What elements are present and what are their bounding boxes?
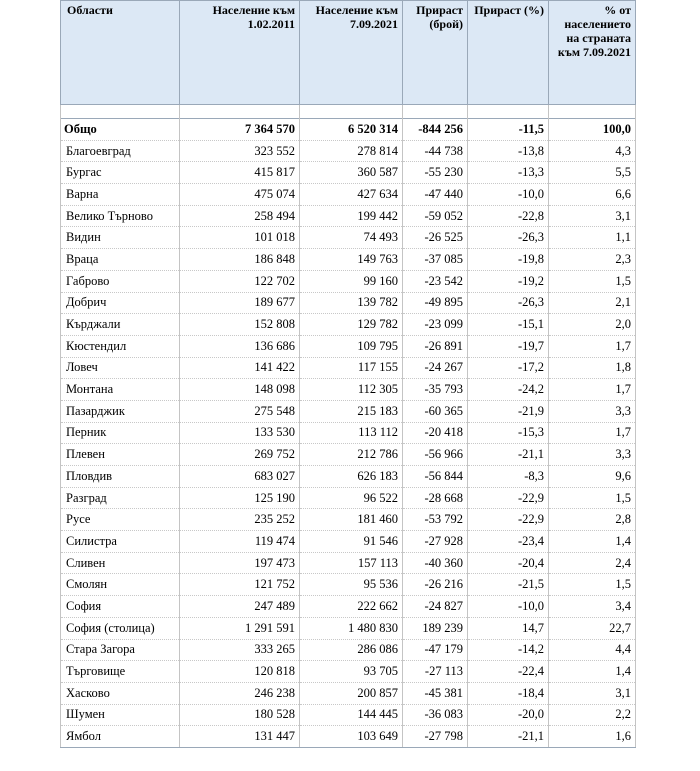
- region-name: Благоевград: [61, 140, 180, 162]
- spacer-row: [61, 105, 636, 119]
- growth-count: -49 895: [403, 292, 468, 314]
- region-name: София: [61, 596, 180, 618]
- header-row: [61, 1, 636, 105]
- population-2021: 103 649: [300, 726, 403, 748]
- population-2011: 131 447: [180, 726, 300, 748]
- share-of-country: 1,4: [549, 661, 636, 683]
- growth-percent: -18,4: [468, 682, 549, 704]
- table-row: [61, 487, 636, 509]
- population-2021: 144 445: [300, 704, 403, 726]
- header-growth-count: Прираст (брой): [403, 1, 468, 105]
- population-2011: 258 494: [180, 205, 300, 227]
- population-2011: 148 098: [180, 379, 300, 401]
- growth-count: -47 179: [403, 639, 468, 661]
- growth-percent: -8,3: [468, 466, 549, 488]
- table-row: [61, 140, 636, 162]
- total-growth-count: -844 256: [403, 119, 468, 141]
- region-name: Плевен: [61, 444, 180, 466]
- population-2011: 275 548: [180, 400, 300, 422]
- population-2011: 133 530: [180, 422, 300, 444]
- share-of-country: 2,8: [549, 509, 636, 531]
- table-row: [61, 639, 636, 661]
- region-name: Враца: [61, 249, 180, 271]
- population-2021: 96 522: [300, 487, 403, 509]
- growth-percent: -21,1: [468, 444, 549, 466]
- header-region: Области: [61, 1, 180, 105]
- total-share: 100,0: [549, 119, 636, 141]
- population-2011: 152 808: [180, 314, 300, 336]
- growth-percent: -14,2: [468, 639, 549, 661]
- growth-percent: -24,2: [468, 379, 549, 401]
- population-2011: 189 677: [180, 292, 300, 314]
- share-of-country: 3,1: [549, 682, 636, 704]
- header-growth-percent: Прираст (%): [468, 1, 549, 105]
- population-2011: 120 818: [180, 661, 300, 683]
- growth-count: -40 360: [403, 552, 468, 574]
- growth-percent: -26,3: [468, 292, 549, 314]
- table-row: [61, 379, 636, 401]
- share-of-country: 1,7: [549, 422, 636, 444]
- growth-percent: -21,5: [468, 574, 549, 596]
- growth-count: -44 738: [403, 140, 468, 162]
- growth-count: -28 668: [403, 487, 468, 509]
- growth-count: -59 052: [403, 205, 468, 227]
- population-2021: 129 782: [300, 314, 403, 336]
- share-of-country: 2,4: [549, 552, 636, 574]
- population-2011: 1 291 591: [180, 617, 300, 639]
- region-name: Русе: [61, 509, 180, 531]
- growth-percent: -22,4: [468, 661, 549, 683]
- growth-percent: -20,0: [468, 704, 549, 726]
- table-header: [61, 1, 636, 105]
- table-row: [61, 270, 636, 292]
- header-population-2011: Население към 1.02.2011: [180, 1, 300, 105]
- growth-percent: -13,3: [468, 162, 549, 184]
- growth-percent: -17,2: [468, 357, 549, 379]
- population-2021: 74 493: [300, 227, 403, 249]
- population-2011: 197 473: [180, 552, 300, 574]
- table-row: [61, 466, 636, 488]
- population-2011: 323 552: [180, 140, 300, 162]
- header-share-of-country: % от населението на страната към 7.09.2021: [549, 1, 636, 105]
- growth-percent: -15,3: [468, 422, 549, 444]
- region-name: Добрич: [61, 292, 180, 314]
- population-2021: 199 442: [300, 205, 403, 227]
- table-row: [61, 704, 636, 726]
- growth-count: -26 891: [403, 335, 468, 357]
- share-of-country: 1,5: [549, 487, 636, 509]
- table-row: [61, 357, 636, 379]
- population-2021: 117 155: [300, 357, 403, 379]
- share-of-country: 1,4: [549, 531, 636, 553]
- share-of-country: 2,1: [549, 292, 636, 314]
- growth-percent: -22,8: [468, 205, 549, 227]
- region-name: Търговище: [61, 661, 180, 683]
- population-2011: 125 190: [180, 487, 300, 509]
- population-2021: 91 546: [300, 531, 403, 553]
- population-2021: 286 086: [300, 639, 403, 661]
- growth-count: -36 083: [403, 704, 468, 726]
- total-population-2021: 6 520 314: [300, 119, 403, 141]
- growth-count: -23 099: [403, 314, 468, 336]
- growth-count: 189 239: [403, 617, 468, 639]
- table-row: [61, 596, 636, 618]
- region-name: Бургас: [61, 162, 180, 184]
- population-2021: 99 160: [300, 270, 403, 292]
- growth-percent: -21,9: [468, 400, 549, 422]
- region-name: Сливен: [61, 552, 180, 574]
- population-2021: 200 857: [300, 682, 403, 704]
- region-name: Ямбол: [61, 726, 180, 748]
- total-row: [61, 119, 636, 141]
- share-of-country: 1,7: [549, 379, 636, 401]
- population-2011: 246 238: [180, 682, 300, 704]
- share-of-country: 1,8: [549, 357, 636, 379]
- population-2011: 683 027: [180, 466, 300, 488]
- share-of-country: 3,1: [549, 205, 636, 227]
- population-2021: 427 634: [300, 184, 403, 206]
- growth-count: -27 798: [403, 726, 468, 748]
- population-2011: 119 474: [180, 531, 300, 553]
- share-of-country: 1,5: [549, 574, 636, 596]
- growth-percent: -19,2: [468, 270, 549, 292]
- table-row: [61, 661, 636, 683]
- share-of-country: 2,2: [549, 704, 636, 726]
- population-2021: 181 460: [300, 509, 403, 531]
- population-2011: 415 817: [180, 162, 300, 184]
- table-row: [61, 292, 636, 314]
- population-2011: 180 528: [180, 704, 300, 726]
- population-2011: 136 686: [180, 335, 300, 357]
- table-row: [61, 314, 636, 336]
- growth-count: -27 113: [403, 661, 468, 683]
- share-of-country: 4,3: [549, 140, 636, 162]
- population-2021: 113 112: [300, 422, 403, 444]
- region-name: Варна: [61, 184, 180, 206]
- share-of-country: 3,3: [549, 400, 636, 422]
- table-row: [61, 617, 636, 639]
- share-of-country: 5,5: [549, 162, 636, 184]
- growth-count: -23 542: [403, 270, 468, 292]
- population-2011: 186 848: [180, 249, 300, 271]
- table-row: [61, 574, 636, 596]
- growth-percent: -22,9: [468, 509, 549, 531]
- table-row: [61, 444, 636, 466]
- growth-count: -60 365: [403, 400, 468, 422]
- population-2011: 122 702: [180, 270, 300, 292]
- region-name: Перник: [61, 422, 180, 444]
- growth-percent: -13,8: [468, 140, 549, 162]
- growth-count: -45 381: [403, 682, 468, 704]
- table-row: [61, 227, 636, 249]
- total-growth-percent: -11,5: [468, 119, 549, 141]
- population-table: [60, 0, 636, 748]
- population-2011: 333 265: [180, 639, 300, 661]
- growth-percent: -19,7: [468, 335, 549, 357]
- growth-percent: -15,1: [468, 314, 549, 336]
- growth-count: -27 928: [403, 531, 468, 553]
- population-2021: 139 782: [300, 292, 403, 314]
- region-name: Монтана: [61, 379, 180, 401]
- population-2021: 222 662: [300, 596, 403, 618]
- population-2021: 278 814: [300, 140, 403, 162]
- region-name: Стара Загора: [61, 639, 180, 661]
- table-row: [61, 205, 636, 227]
- region-name: Велико Търново: [61, 205, 180, 227]
- table-row: [61, 509, 636, 531]
- region-name: Габрово: [61, 270, 180, 292]
- region-name: Пловдив: [61, 466, 180, 488]
- table-row: [61, 552, 636, 574]
- population-2011: 269 752: [180, 444, 300, 466]
- table-row: [61, 422, 636, 444]
- growth-count: -37 085: [403, 249, 468, 271]
- growth-percent: 14,7: [468, 617, 549, 639]
- table-row: [61, 531, 636, 553]
- population-2011: 101 018: [180, 227, 300, 249]
- population-2021: 215 183: [300, 400, 403, 422]
- region-name: Разград: [61, 487, 180, 509]
- growth-percent: -19,8: [468, 249, 549, 271]
- population-2011: 141 422: [180, 357, 300, 379]
- region-name: Хасково: [61, 682, 180, 704]
- population-2021: 93 705: [300, 661, 403, 683]
- growth-count: -35 793: [403, 379, 468, 401]
- table-row: [61, 249, 636, 271]
- total-population-2011: 7 364 570: [180, 119, 300, 141]
- region-name: Кърджали: [61, 314, 180, 336]
- population-2021: 109 795: [300, 335, 403, 357]
- region-name: Шумен: [61, 704, 180, 726]
- share-of-country: 3,4: [549, 596, 636, 618]
- growth-percent: -20,4: [468, 552, 549, 574]
- table-row: [61, 400, 636, 422]
- growth-percent: -26,3: [468, 227, 549, 249]
- share-of-country: 1,7: [549, 335, 636, 357]
- growth-count: -26 525: [403, 227, 468, 249]
- growth-count: -24 267: [403, 357, 468, 379]
- population-2011: 235 252: [180, 509, 300, 531]
- population-2011: 121 752: [180, 574, 300, 596]
- share-of-country: 22,7: [549, 617, 636, 639]
- growth-count: -24 827: [403, 596, 468, 618]
- growth-count: -20 418: [403, 422, 468, 444]
- population-2021: 112 305: [300, 379, 403, 401]
- total-label: Общо: [61, 119, 180, 141]
- population-2021: 157 113: [300, 552, 403, 574]
- region-name: Смолян: [61, 574, 180, 596]
- region-name: Видин: [61, 227, 180, 249]
- population-2021: 95 536: [300, 574, 403, 596]
- growth-percent: -10,0: [468, 596, 549, 618]
- growth-count: -56 844: [403, 466, 468, 488]
- table-body: [61, 105, 636, 748]
- share-of-country: 9,6: [549, 466, 636, 488]
- growth-count: -55 230: [403, 162, 468, 184]
- region-name: Силистра: [61, 531, 180, 553]
- growth-count: -47 440: [403, 184, 468, 206]
- region-name: Кюстендил: [61, 335, 180, 357]
- population-2021: 1 480 830: [300, 617, 403, 639]
- share-of-country: 4,4: [549, 639, 636, 661]
- share-of-country: 6,6: [549, 184, 636, 206]
- table-row: [61, 335, 636, 357]
- population-2011: 475 074: [180, 184, 300, 206]
- table-row: [61, 726, 636, 748]
- region-name: София (столица): [61, 617, 180, 639]
- population-2011: 247 489: [180, 596, 300, 618]
- region-name: Пазарджик: [61, 400, 180, 422]
- growth-percent: -23,4: [468, 531, 549, 553]
- population-2021: 212 786: [300, 444, 403, 466]
- share-of-country: 1,5: [549, 270, 636, 292]
- population-2021: 360 587: [300, 162, 403, 184]
- region-name: Ловеч: [61, 357, 180, 379]
- growth-percent: -10,0: [468, 184, 549, 206]
- table-row: [61, 682, 636, 704]
- header-population-2021: Население към 7.09.2021: [300, 1, 403, 105]
- growth-count: -53 792: [403, 509, 468, 531]
- share-of-country: 1,6: [549, 726, 636, 748]
- share-of-country: 2,0: [549, 314, 636, 336]
- population-2021: 626 183: [300, 466, 403, 488]
- growth-percent: -22,9: [468, 487, 549, 509]
- share-of-country: 1,1: [549, 227, 636, 249]
- table-row: [61, 184, 636, 206]
- growth-percent: -21,1: [468, 726, 549, 748]
- table-row: [61, 162, 636, 184]
- growth-count: -26 216: [403, 574, 468, 596]
- growth-count: -56 966: [403, 444, 468, 466]
- share-of-country: 2,3: [549, 249, 636, 271]
- share-of-country: 3,3: [549, 444, 636, 466]
- population-2021: 149 763: [300, 249, 403, 271]
